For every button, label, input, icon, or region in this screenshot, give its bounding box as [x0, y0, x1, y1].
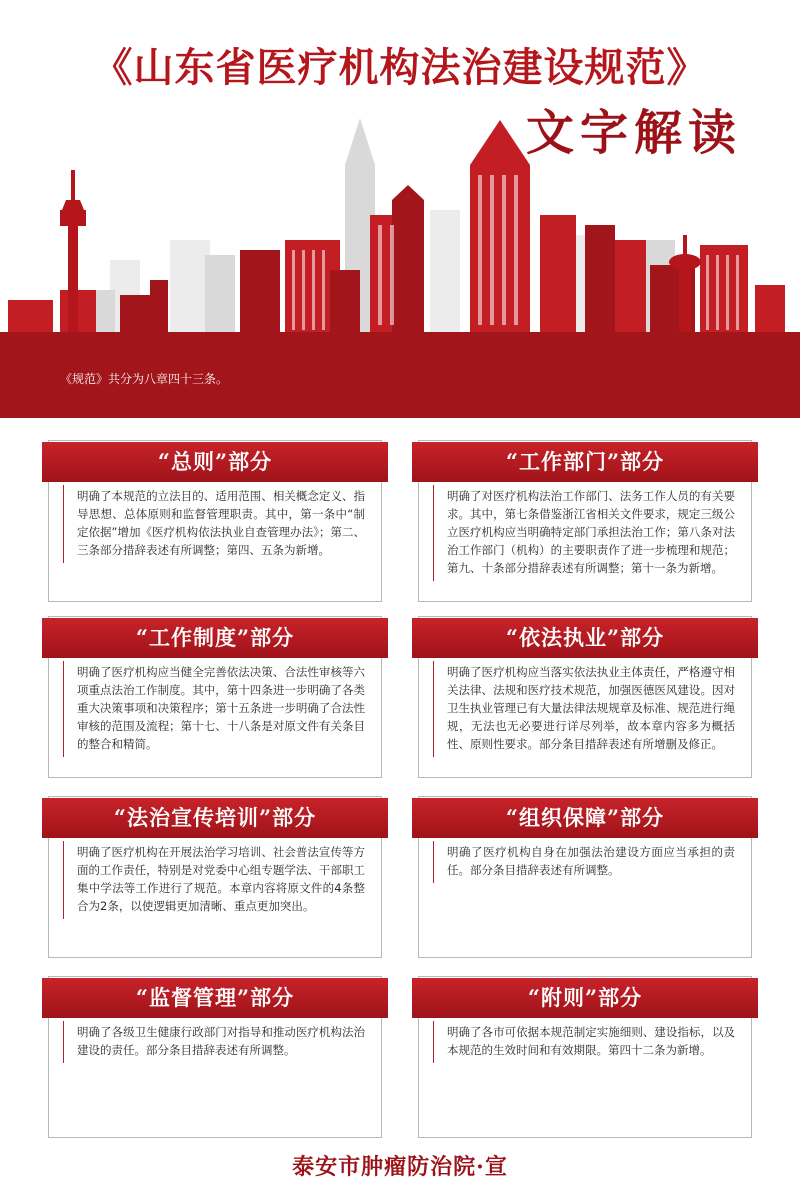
section-heading: “工作部门”部分: [412, 442, 758, 482]
page-title: 《山东省医疗机构法治建设规范》: [92, 44, 708, 91]
section-body: 明确了各级卫生健康行政部门对指导和推动医疗机构法治建设的责任。部分条目措辞表述有所调整。: [77, 1025, 365, 1057]
section-body: 明确了医疗机构应当健全完善依法决策、合法性审核等六项重点法治工作制度。其中，第十四条进一步明确了各类重大决策事项和决策程序；第十五条进一步明确了合法性审核的范围及流程；第十七、十八条是对原文件有关条目的整合和精简。: [77, 665, 365, 751]
section-body: 明确了医疗机构自身在加强法治建设方面应当承担的责任。部分条目措辞表述有所调整。: [447, 845, 735, 877]
section-card-work-system: [48, 616, 382, 778]
section-card-lawful-practice: [418, 616, 752, 778]
page-subtitle: 文字解读: [526, 105, 743, 161]
section-heading: “依法执业”部分: [412, 618, 758, 658]
section-card-general: [48, 440, 382, 602]
section-heading: “组织保障”部分: [412, 798, 758, 838]
section-card-supplementary: [418, 976, 752, 1138]
section-card-organizational-guarantee: [418, 796, 752, 958]
section-card-work-department: [418, 440, 752, 602]
section-body: 明确了本规范的立法目的、适用范围、相关概念定义、指导思想、总体原则和监督管理职责。其中，第一条中“制定依据”增加《医疗机构依法执业自查管理办法》；第二、三条部分措辞表述有所调整；第四、五条为新增。: [77, 489, 365, 557]
intro-text: 《规范》共分为八章四十三条。: [60, 372, 229, 386]
section-card-publicity-training: [48, 796, 382, 958]
section-body: 明确了医疗机构应当落实依法执业主体责任，严格遵守相关法律、法规和医疗技术规范，加强医德医风建设。因对卫生执业管理已有大量法律法规规章及标准、规范进行绳规，无法也无必要进行详尽列举，故本章内容多为概括性、原则性要求。部分条目措辞表述有所增删及修正。: [447, 665, 735, 751]
section-heading: “工作制度”部分: [42, 618, 388, 658]
section-heading: “法治宣传培训”部分: [42, 798, 388, 838]
section-card-supervision: [48, 976, 382, 1138]
section-body: 明确了医疗机构在开展法治学习培训、社会普法宣传等方面的工作责任，特别是对党委中心组专题学法、干部职工集中学法等工作进行了规范。本章内容将原文件的4条整合为2条，以使逻辑更加清晰、重点更加突出。: [77, 845, 365, 913]
section-heading: “附则”部分: [412, 978, 758, 1018]
section-heading: “监督管理”部分: [42, 978, 388, 1018]
section-heading: “总则”部分: [42, 442, 388, 482]
section-body: 明确了各市可依据本规范制定实施细则、建设指标，以及本规范的生效时间和有效期限。第四十二条为新增。: [447, 1025, 735, 1057]
section-body: 明确了对医疗机构法治工作部门、法务工作人员的有关要求。其中，第七条借鉴浙江省相关文件要求，规定三级公立医疗机构应当明确特定部门承担法治工作；第八条对法治工作部门（机构）的主要职责作了进一步梳理和规范；第九、十条部分措辞表述有所调整；第十一条为新增。: [447, 489, 735, 575]
footer-credit: 泰安市肿瘤防治院·宣: [292, 1154, 508, 1180]
